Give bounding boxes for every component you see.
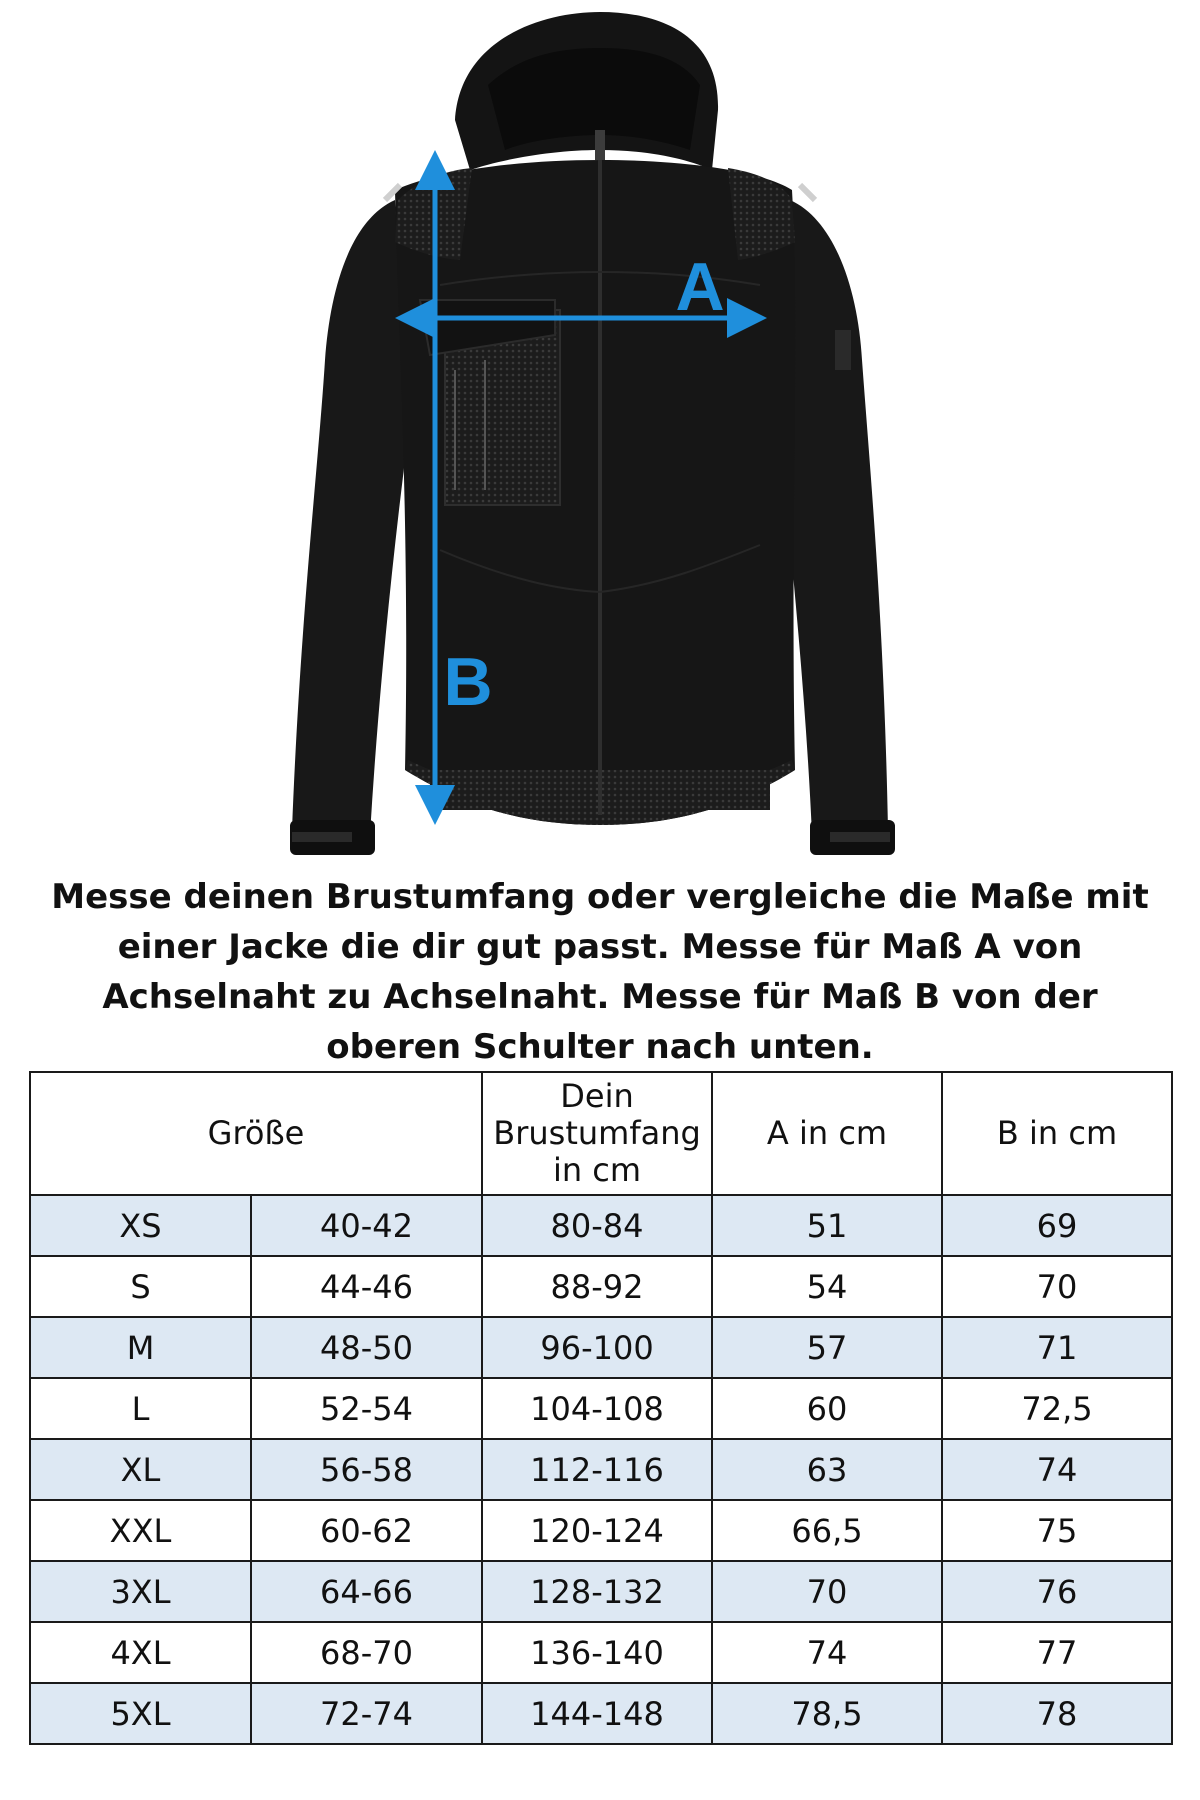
cell-eu: 52-54	[251, 1378, 482, 1439]
table-header-row	[30, 1072, 1172, 1195]
cell-a: 74	[712, 1622, 942, 1683]
table-row	[30, 1195, 1172, 1256]
cell-a: 70	[712, 1561, 942, 1622]
cell-size: XS	[30, 1195, 251, 1256]
cell-chest: 136-140	[482, 1622, 712, 1683]
cell-eu: 72-74	[251, 1683, 482, 1744]
cell-b: 70	[942, 1256, 1172, 1317]
table-row	[30, 1439, 1172, 1500]
cell-chest: 88-92	[482, 1256, 712, 1317]
cell-eu: 64-66	[251, 1561, 482, 1622]
cell-b: 75	[942, 1500, 1172, 1561]
cell-size: XXL	[30, 1500, 251, 1561]
cell-a: 51	[712, 1195, 942, 1256]
cell-size: 3XL	[30, 1561, 251, 1622]
cell-chest: 120-124	[482, 1500, 712, 1561]
table-row	[30, 1622, 1172, 1683]
measure-a-label: A	[675, 249, 725, 325]
table-row	[30, 1683, 1172, 1744]
header-a: A in cm	[712, 1072, 942, 1195]
size-table	[29, 1071, 1173, 1745]
cell-eu: 40-42	[251, 1195, 482, 1256]
cell-b: 69	[942, 1195, 1172, 1256]
cell-size: L	[30, 1378, 251, 1439]
cell-chest: 80-84	[482, 1195, 712, 1256]
cell-size: 5XL	[30, 1683, 251, 1744]
cell-b: 71	[942, 1317, 1172, 1378]
cell-eu: 68-70	[251, 1622, 482, 1683]
cell-a: 57	[712, 1317, 942, 1378]
header-b: B in cm	[942, 1072, 1172, 1195]
cell-size: 4XL	[30, 1622, 251, 1683]
table-row	[30, 1561, 1172, 1622]
table-row	[30, 1256, 1172, 1317]
table-row	[30, 1317, 1172, 1378]
cell-chest: 96-100	[482, 1317, 712, 1378]
table-row	[30, 1500, 1172, 1561]
cell-b: 76	[942, 1561, 1172, 1622]
cell-b: 72,5	[942, 1378, 1172, 1439]
cell-a: 54	[712, 1256, 942, 1317]
jacket-illustration	[0, 0, 1200, 870]
cell-size: XL	[30, 1439, 251, 1500]
table-row	[30, 1378, 1172, 1439]
header-size: Größe	[30, 1072, 482, 1195]
jacket-hood	[455, 12, 718, 170]
cell-b: 77	[942, 1622, 1172, 1683]
cell-b: 74	[942, 1439, 1172, 1500]
measurement-instructions: Messe deinen Brustumfang oder vergleiche die Maße mit einer Jacke die dir gut passt. Messe für Maß A von Achselnaht zu Achselnaht. Messe für Maß B von der oberen Schulter nach unten.	[51, 877, 1149, 1067]
cell-eu: 60-62	[251, 1500, 482, 1561]
cell-a: 63	[712, 1439, 942, 1500]
cell-size: M	[30, 1317, 251, 1378]
cell-chest: 112-116	[482, 1439, 712, 1500]
jacket-right-shoulder-panel	[728, 168, 795, 260]
cell-a: 78,5	[712, 1683, 942, 1744]
cell-eu: 56-58	[251, 1439, 482, 1500]
cell-chest: 104-108	[482, 1378, 712, 1439]
jacket-left-sleeve	[292, 200, 410, 835]
cell-a: 60	[712, 1378, 942, 1439]
jacket-diagram	[0, 0, 1200, 870]
cell-chest: 144-148	[482, 1683, 712, 1744]
cell-eu: 48-50	[251, 1317, 482, 1378]
cell-b: 78	[942, 1683, 1172, 1744]
cell-chest: 128-132	[482, 1561, 712, 1622]
cell-a: 66,5	[712, 1500, 942, 1561]
cell-eu: 44-46	[251, 1256, 482, 1317]
header-chest: Dein Brustumfang in cm	[482, 1072, 712, 1195]
measure-b-label: B	[443, 644, 493, 720]
cell-size: S	[30, 1256, 251, 1317]
